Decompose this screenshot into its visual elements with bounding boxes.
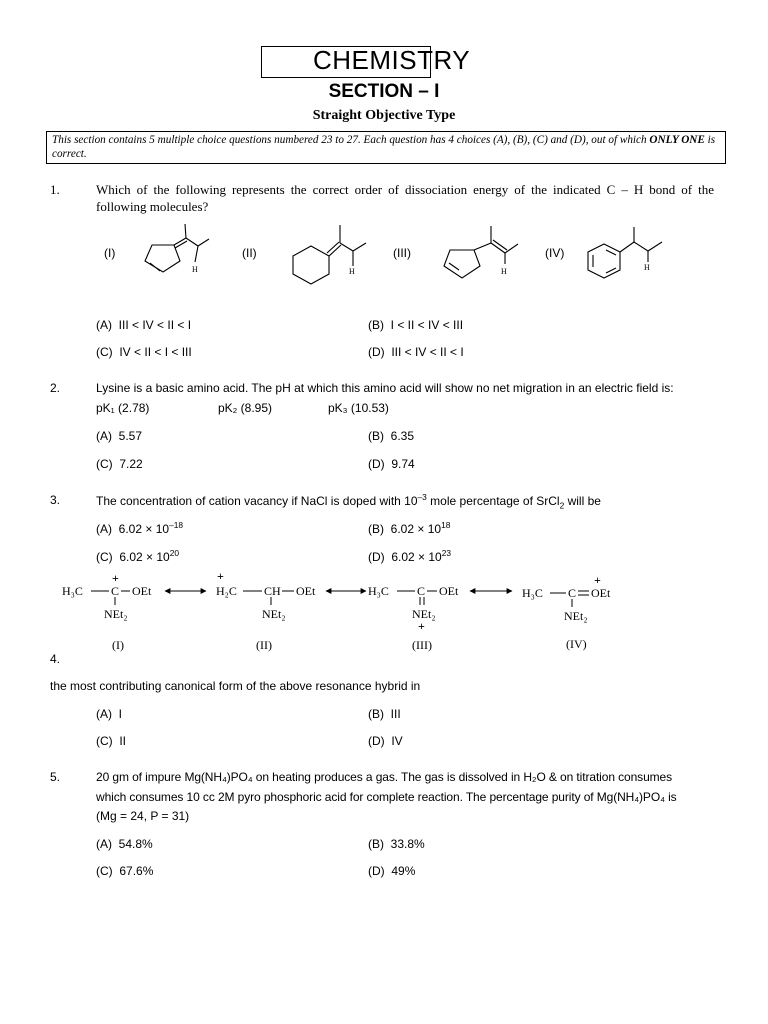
q5-option-a[interactable]: (A) 54.8% bbox=[96, 837, 153, 851]
question-5-line-1: 20 gm of impure Mg(NH₄)PO₄ on heating produces a gas. The gas is dissolved in H₂O & on titration consumes bbox=[96, 770, 673, 784]
q4-s3-oet: OEt bbox=[439, 584, 459, 598]
section-subtitle: Straight Objective Type bbox=[312, 108, 456, 123]
q4-s1-oet: OEt bbox=[132, 584, 152, 598]
q1-option-d[interactable]: (D) III < IV < II < I bbox=[368, 345, 464, 359]
question-3-number: 3. bbox=[50, 493, 61, 507]
q4-option-d[interactable]: (D) IV bbox=[368, 734, 403, 748]
q4-s3-c: C bbox=[417, 584, 426, 598]
q4-s4-c: C bbox=[568, 586, 577, 600]
q4-s4-label: (IV) bbox=[566, 637, 587, 651]
question-5-line-2: which consumes 10 cc 2M pyro phosphoric acid for complete reaction. The percentage purity of Mg(NH₄)PO₄ is bbox=[96, 790, 677, 804]
q4-s1-h3c: H₃C bbox=[62, 584, 83, 598]
q4-s4-oet: OEt bbox=[591, 586, 611, 600]
q4-s2-net2: NEt₂ bbox=[262, 607, 286, 621]
section-heading: SECTION – I bbox=[328, 81, 440, 102]
q5-option-d[interactable]: (D) 49% bbox=[368, 864, 416, 878]
question-4-text: the most contributing canonical form of the above resonance hybrid in bbox=[50, 679, 421, 693]
q1-structure-label-1: (I) bbox=[104, 246, 116, 260]
q2-option-b[interactable]: (B) 6.35 bbox=[368, 429, 415, 443]
q4-resonance-structures bbox=[56, 568, 626, 654]
q4-s3-net2: NEt₂ bbox=[412, 607, 436, 621]
q4-s2-h2c: H₂C bbox=[216, 584, 237, 598]
q4-s2-ch: CH bbox=[264, 584, 281, 598]
q2-option-d[interactable]: (D) 9.74 bbox=[368, 457, 415, 471]
q4-s2-plus: + bbox=[217, 569, 224, 583]
question-1-number: 1. bbox=[50, 182, 60, 197]
q3-option-d[interactable]: (D) $6.02 \times 10^{23}$ bbox=[368, 548, 452, 564]
q2-pk1: pK₁ (2.78) bbox=[96, 401, 150, 415]
q3-option-c[interactable]: (C) $6.02 \times 10^{20}$ bbox=[96, 548, 180, 564]
instruction-box bbox=[46, 131, 726, 164]
q4-s2-label: (II) bbox=[256, 638, 272, 652]
q4-option-b[interactable]: (B) III bbox=[368, 707, 401, 721]
q1-option-b[interactable]: (B) I < II < IV < III bbox=[368, 318, 464, 332]
q4-s1-net2: NEt₂ bbox=[104, 607, 128, 621]
q4-option-a[interactable]: (A) I bbox=[96, 707, 123, 721]
q4-s1-label: (I) bbox=[112, 638, 124, 652]
question-5-line-3: (Mg = 24, P = 31) bbox=[96, 809, 190, 823]
q1-structure-1 bbox=[128, 222, 218, 280]
q1-option-a[interactable]: (A) III < IV < II < I bbox=[96, 318, 192, 332]
instruction-tail: is correct. bbox=[52, 134, 716, 160]
q1-h-label-2: H bbox=[349, 267, 355, 276]
q1-option-c[interactable]: (C) IV < II < I < III bbox=[96, 345, 192, 359]
q1-structure-label-2: (II) bbox=[242, 246, 257, 260]
question-2-text: Lysine is a basic amino acid. The pH at which this amino acid will show no net migration in an electric field is: bbox=[96, 381, 674, 395]
q4-s3-plus: + bbox=[418, 619, 425, 633]
q1-structure-label-4: (IV) bbox=[545, 246, 565, 260]
q4-s4-h3c: H₃C bbox=[522, 586, 543, 600]
q1-h-label-4: H bbox=[644, 263, 650, 272]
q4-s3-h3c: H₃C bbox=[368, 584, 389, 598]
q1-structure-2 bbox=[283, 220, 379, 286]
q4-option-c[interactable]: (C) II bbox=[96, 734, 127, 748]
question-4-number: 4. bbox=[50, 652, 61, 666]
page-title: CHEMISTRY bbox=[313, 45, 471, 75]
q1-structure-3 bbox=[436, 224, 526, 282]
q2-pk2: pK₂ (8.95) bbox=[218, 401, 273, 415]
question-2-number: 2. bbox=[50, 381, 61, 395]
q4-s4-net2: NEt₂ bbox=[564, 609, 588, 623]
q2-option-c[interactable]: (C) 7.22 bbox=[96, 457, 143, 471]
instruction-text: This section contains 5 multiple choice questions numbered 23 to 27. Each question has 4 choices (A), (B), (C) and (D), out of which bbox=[52, 134, 647, 146]
q1-h-label-3: H bbox=[501, 267, 507, 276]
q1-h-label-1: H bbox=[192, 265, 198, 274]
q3-option-a[interactable]: (A) $6.02 \times 10^{-18}$ bbox=[96, 520, 184, 536]
q5-option-b[interactable]: (B) 33.8% bbox=[368, 837, 425, 851]
question-5-number: 5. bbox=[50, 770, 61, 784]
q1-structure-4 bbox=[584, 224, 674, 282]
q4-s1-c: C bbox=[111, 584, 120, 598]
q4-s1-plus: + bbox=[112, 571, 119, 585]
instruction-emphasis: ONLY ONE bbox=[649, 134, 705, 146]
question-1-text: Which of the following represents the correct order of dissociation energy of the indicated C – H bond of the following molecules? bbox=[96, 182, 714, 214]
q4-s4-plus: + bbox=[594, 573, 601, 587]
q3-option-b[interactable]: (B) $6.02 \times 10^{18}$ bbox=[368, 520, 451, 536]
q2-pk3: pK₃ (10.53) bbox=[328, 401, 389, 415]
question-3-text: The concentration of cation vacancy if NaCl is doped with $10^{-3}$ mole percentage of SrCl$_2$ will be bbox=[96, 492, 601, 511]
q5-option-c[interactable]: (C) 67.6% bbox=[96, 864, 154, 878]
q4-s3-label: (III) bbox=[412, 638, 432, 652]
q1-structure-label-3: (III) bbox=[393, 246, 411, 260]
q4-s2-oet: OEt bbox=[296, 584, 316, 598]
q2-option-a[interactable]: (A) 5.57 bbox=[96, 429, 143, 443]
